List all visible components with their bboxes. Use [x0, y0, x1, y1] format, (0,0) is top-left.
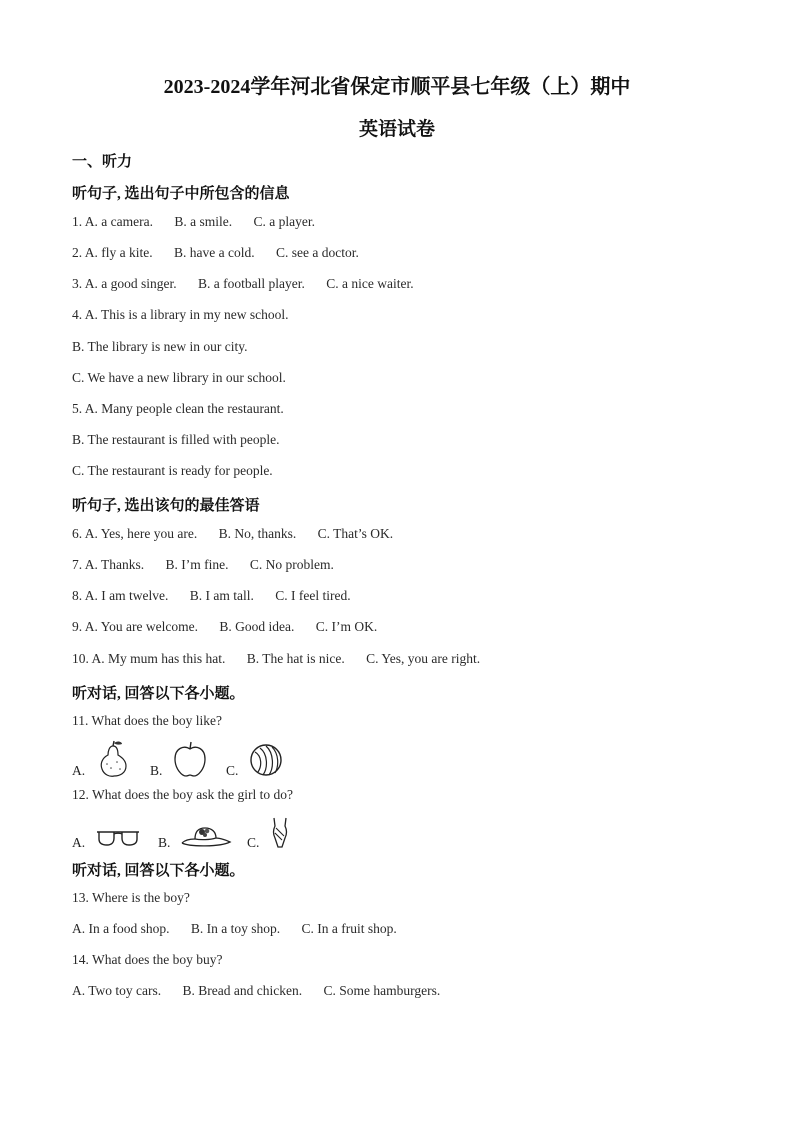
q11-picture-options [72, 738, 312, 778]
swimsuit-icon [269, 816, 291, 850]
q14-option-c: C. Some hamburgers. [323, 983, 441, 998]
part4-heading: 听对话, 回答以下各小题。 [72, 863, 245, 879]
part2-heading: 听句子, 选出该句的最佳答语 [72, 498, 260, 514]
q12-option-b [158, 822, 232, 850]
q3-option-b: B. a football player. [198, 276, 305, 291]
question-13: 13. Where is the boy? [72, 890, 190, 905]
question-9 [72, 619, 377, 635]
question-12: 12. What does the boy ask the girl to do? [72, 787, 293, 802]
q1-option-a: 1. A. a camera. [72, 214, 153, 229]
q13-option-a: A. In a food shop. [72, 921, 170, 936]
q3-option-c: C. a nice waiter. [326, 276, 414, 291]
q8-option-b: B. I am tall. [189, 588, 254, 603]
q5-option-b: B. The restaurant is filled with people. [72, 432, 280, 447]
q9-option-b: B. Good idea. [219, 619, 295, 634]
q9-option-a: 9. A. You are welcome. [72, 619, 198, 634]
watermelon-icon [248, 742, 284, 778]
q8-option-a: 8. A. I am twelve. [72, 588, 169, 603]
q12-letter-a: A. [72, 835, 86, 850]
q6-option-b: B. No, thanks. [218, 526, 297, 541]
glasses-icon [95, 826, 141, 850]
q6-option-a: 6. A. Yes, here you are. [72, 526, 198, 541]
question-8 [72, 588, 351, 604]
q10-option-a: 10. A. My mum has this hat. [72, 651, 226, 666]
part3-heading: 听对话, 回答以下各小题。 [72, 686, 245, 702]
question-14-options [72, 983, 440, 999]
q10-option-c: C. Yes, you are right. [366, 651, 481, 666]
q11-option-b [150, 740, 208, 778]
q14-option-a: A. Two toy cars. [72, 983, 162, 998]
q7-option-c: C. No problem. [249, 557, 334, 572]
exam-subtitle: 英语试卷 [358, 119, 435, 140]
q2-option-a: 2. A. fly a kite. [72, 245, 153, 260]
exam-title: 2023-2024学年河北省保定市顺平县七年级（上）期中 [163, 76, 631, 98]
q10-option-b: B. The hat is nice. [246, 651, 345, 666]
question-6 [72, 526, 393, 542]
question-1 [72, 214, 315, 230]
q4-option-c: C. We have a new library in our school. [72, 370, 286, 385]
q14-option-b: B. Bread and chicken. [182, 983, 303, 998]
q2-option-c: C. see a doctor. [275, 245, 359, 260]
question-11: 11. What does the boy like? [72, 713, 222, 728]
question-10 [72, 651, 480, 667]
q12-letter-c: C. [247, 835, 260, 850]
question-2 [72, 245, 359, 261]
q11-option-c [226, 742, 284, 778]
question-7 [72, 557, 334, 573]
hat-icon [180, 822, 232, 850]
q3-option-a: 3. A. a good singer. [72, 276, 177, 291]
q13-option-b: B. In a toy shop. [190, 921, 281, 936]
q7-option-a: 7. A. Thanks. [72, 557, 145, 572]
question-14: 14. What does the boy buy? [72, 952, 223, 967]
q1-option-c: C. a player. [253, 214, 315, 229]
q4-option-a: 4. A. This is a library in my new school. [72, 307, 289, 322]
q1-option-b: B. a smile. [174, 214, 233, 229]
apple-icon [172, 740, 208, 778]
section-listening: 一、听力 [72, 154, 133, 170]
question-3 [72, 276, 414, 292]
q12-option-c [247, 816, 291, 850]
q12-letter-b: B. [158, 835, 171, 850]
q11-letter-a: A. [72, 763, 86, 778]
q12-option-a [72, 826, 141, 850]
q2-option-b: B. have a cold. [174, 245, 255, 260]
q13-option-c: C. In a fruit shop. [301, 921, 397, 936]
q7-option-b: B. I’m fine. [165, 557, 229, 572]
q8-option-c: C. I feel tired. [275, 588, 351, 603]
q11-letter-b: B. [150, 763, 163, 778]
question-13-options [72, 921, 397, 937]
q9-option-c: C. I’m OK. [315, 619, 378, 634]
q11-option-a [72, 740, 131, 778]
q12-picture-options [72, 810, 312, 850]
q11-letter-c: C. [226, 763, 239, 778]
q4-option-b: B. The library is new in our city. [72, 339, 248, 354]
pear-icon [95, 740, 131, 778]
part1-heading: 听句子, 选出句子中所包含的信息 [72, 186, 290, 202]
q5-option-a: 5. A. Many people clean the restaurant. [72, 401, 284, 416]
q6-option-c: C. That’s OK. [317, 526, 394, 541]
q5-option-c: C. The restaurant is ready for people. [72, 463, 273, 478]
